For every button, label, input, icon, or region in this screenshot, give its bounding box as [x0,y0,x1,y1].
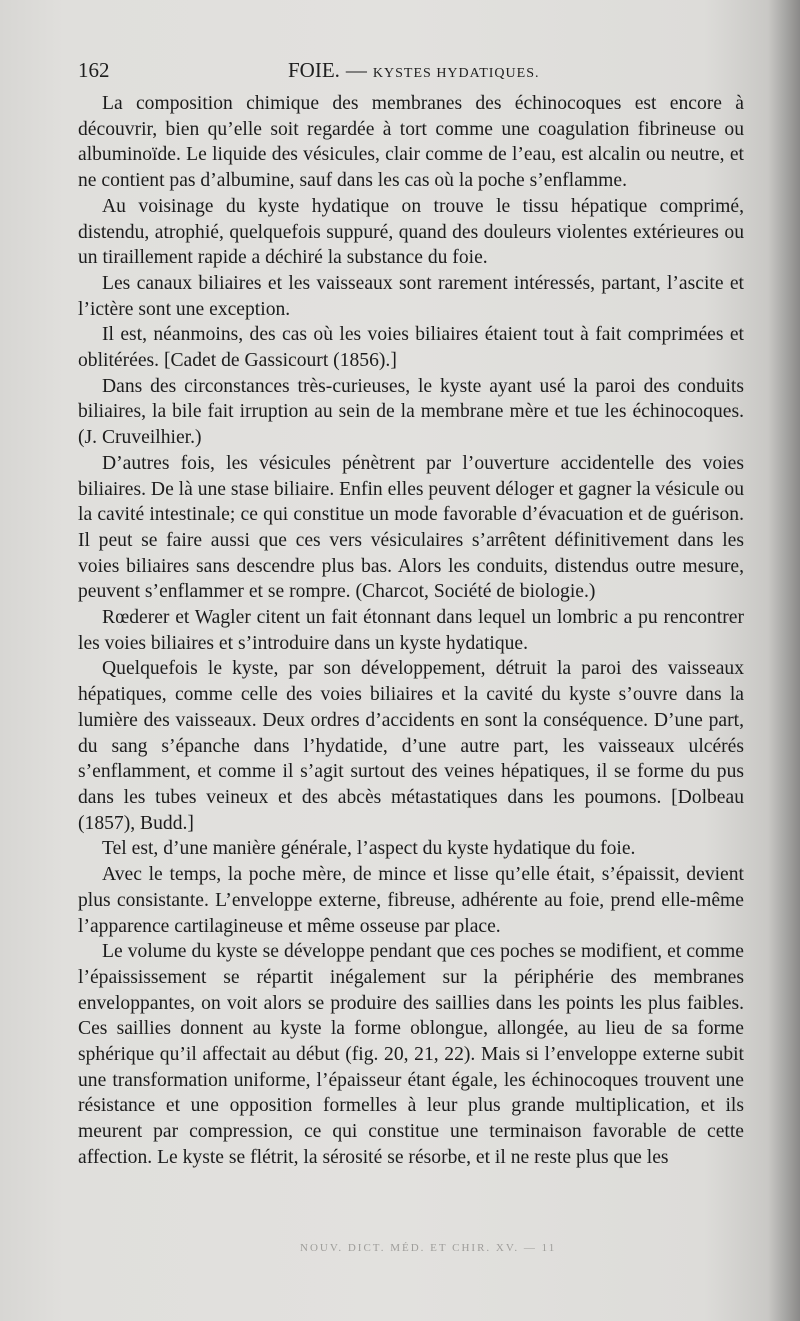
paragraph: D’autres fois, les vésicules pénètrent par l’ouverture accidentelle des voies biliaires. De là une stase biliaire. Enfin elles peuvent déloger et gagner la vésicule ou la cavité intestinale; ce qui constitue un mode favorable d’évacuation et de guérison. Il peut se faire aussi que ces vers vésiculaires s’arrêtent définitivement dans les voies biliaires sans descendre plus bas. Alors les conduits, distendus outre mesure, peuvent s’enflammer et se rompre. (Charcot, Société de biologie.) [78,452,744,603]
paragraph: Avec le temps, la poche mère, de mince et lisse qu’elle était, s’épaissit, devient plus consistante. L’enveloppe externe, fibreuse, adhérente au foie, prend elle-même l’apparence cartilagineuse et même osseuse par place. [78,864,744,937]
paragraph: Les canaux biliaires et les vaisseaux sont rarement intéressés, partant, l’ascite et l’ictère sont une exception. [78,272,744,320]
paragraph: Il est, néanmoins, des cas où les voies biliaires étaient tout à fait comprimées et oblitérées. [Cadet de Gassicourt (1856).] [78,324,744,372]
show-through-footer: NOUV. DICT. MÉD. ET CHIR. XV. — 11 [300,1242,557,1254]
paragraph: Dans des circonstances très-curieuses, le kyste ayant usé la paroi des conduits biliaires, la bile fait irruption au sein de la membrane mère et tue les échinocoques. (J. Cruveilhier.) [78,375,744,449]
chapter-title: FOIE. [288,58,340,82]
paragraph: Le volume du kyste se développe pendant que ces poches se modifient, et comme l’épaississement se répartit inégalement sur la périphérie des membranes enveloppantes, on voit alors se produire des saillies dans les points les plus faibles. Ces saillies donnent au kyste la forme oblongue, allongée, au lieu de sa forme sphérique qu’il affectait au début (fig. 20, 21, 22). Mais si l’enveloppe externe subit une transformation uniforme, l’épaisseur étant égale, les échinocoques trouvent une résistance et une opposition formelles à leur plus grande multiplication, et ils meurent par compression, ce qui constitue une terminaison favorable de cette affection. Le kyste se flétrit, la sérosité se résorbe, et il ne reste plus que les [78,941,744,1168]
paragraph: Au voisinage du kyste hydatique on trouve le tissu hépatique comprimé, distendu, atrophié, quelquefois suppuré, quand des douleurs violentes extérieures ou un tiraillement rapide a déchiré la substance du foie. [78,195,744,269]
running-header [78,58,743,86]
running-title [288,58,539,83]
body-text [78,91,744,1171]
page-number: 162 [78,58,110,82]
paragraph: Tel est, d’une manière générale, l’aspect du kyste hydatique du foie. [102,838,636,860]
title-separator: — [345,58,367,82]
paragraph: Rœderer et Wagler citent un fait étonnant dans lequel un lombric a pu rencontrer les voies biliaires et s’introduire dans un kyste hydatique. [78,607,744,654]
section-title: KYSTES HYDATIQUES. [372,66,540,81]
paragraph: La composition chimique des membranes des échinocoques est encore à découvrir, bien qu’elle soit regardée à tort comme une coagulation fibrineuse ou albuminoïde. Le liquide des vésicules, clair comme de l’eau, est alcalin ou neutre, et ne contient pas d’albumine, sauf dans les cas où la poche s’enflamme. [78,93,744,192]
paragraph: Quelquefois le kyste, par son développement, détruit la paroi des vaisseaux hépatiques, comme celle des voies biliaires et la cavité du kyste s’ouvre dans la lumière des vaisseaux. Deux ordres d’accidents en sont la conséquence. D’une part, du sang s’épanche dans l’hydatide, d’une autre part, les vaisseaux ulcérés s’enflamment, et comme il s’agit surtout des veines hépatiques, il se forme du pus dans les tubes veineux et des abcès métastatiques dans les poumons. [Dolbeau (1857), Budd.] [78,658,744,834]
